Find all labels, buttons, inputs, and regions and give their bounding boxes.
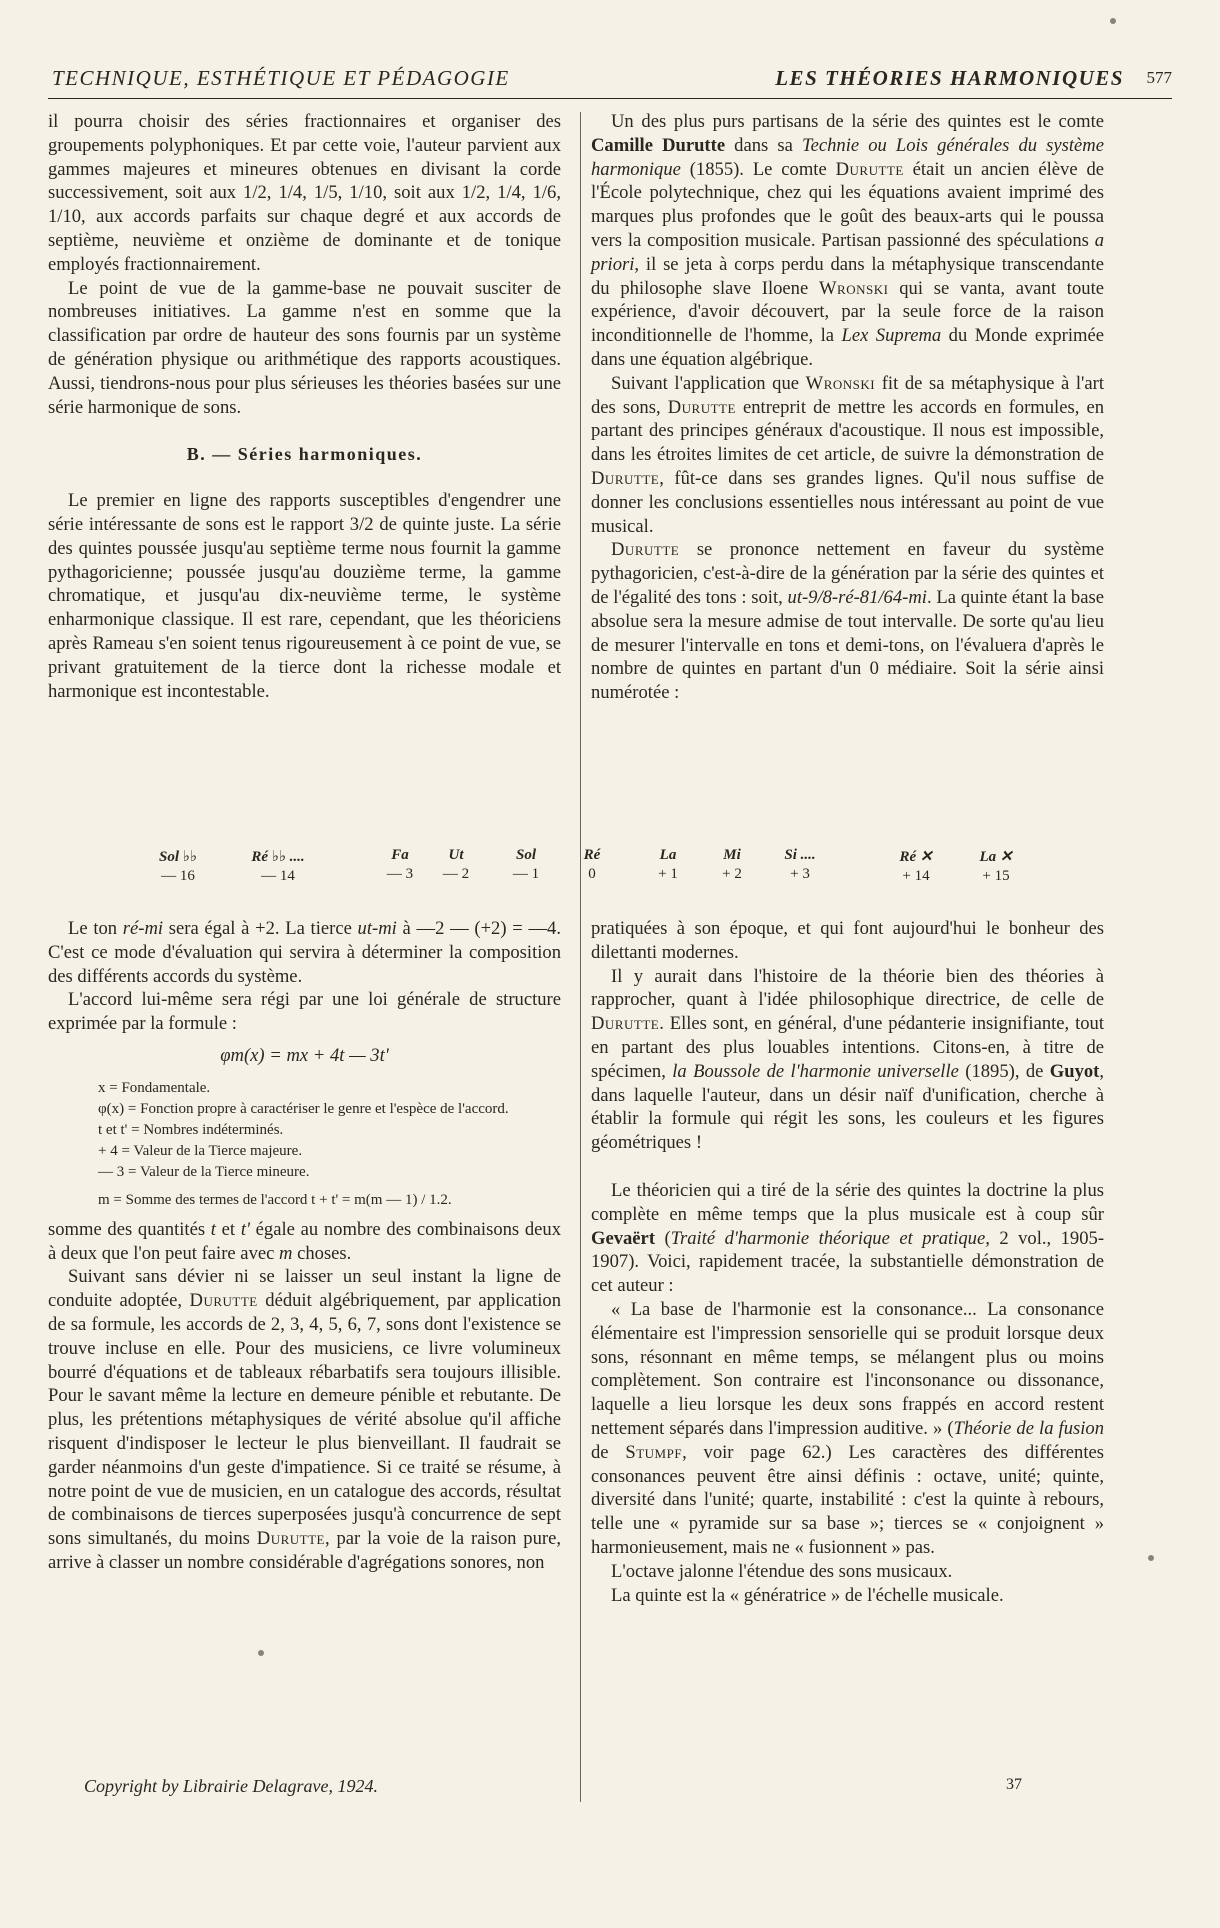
series-item: Ré ♭♭ .... — 14 xyxy=(251,849,305,884)
paragraph: Durutte se prononce nettement en faveur du système pythagoricien, c'est-à-dire de la génération par la série des quintes et de l'égalité des tons : soit, ut-9/8-ré-81/64-mi. La quinte étant la base absolue sera la mesure admise de tout intervalle. De sorte qu'au lieu de mesurer l'intervalle en tons et demi-tons, on l'évaluera d'après le nombre de quintes en partant d'un 0 médiaire. Soit la série ainsi numérotée : xyxy=(591,539,1104,704)
legend-line: t et t' = Nombres indéterminés. xyxy=(98,1121,284,1138)
structure-formula: φm(x) = mx + 4t — 3t' xyxy=(220,1044,389,1066)
page-number: 577 xyxy=(1146,68,1172,87)
paragraph: La quinte est la « génératrice » de l'échelle musicale. xyxy=(611,1584,1004,1606)
paragraph: Suivant sans dévier ni se laisser un seul instant la ligne de conduite adoptée, Durutte déduit algébriquement, par application de sa formule, les accords de 2, 3, 4, 5, 6, 7, sons dont l'existence se trouve incluse en elle. Pour des musiciens, ce livre volumineux bourré d'équations et de tableaux rébarbatifs sera toujours illisible. Pour le savant même la lecture en demeure pénible et rebutante. De plus, les prétentions métaphysiques de vérité absolue qu'il affiche risquent d'indisposer le lecteur le plus bienveillant. Il faudrait se garder néanmoins d'un geste d'impatience. Si ce traité se résume, à notre point de vue de musicien, en un catalogue des accords, résultat de combinaisons de tierces superposées jusqu'à concurrence de sept sons simultanés, du moins Durutte, par la voie de la raison pure, arrive à classer un nombre considérable d'agrégations sonores, non xyxy=(48,1266,561,1573)
print-speck xyxy=(258,1650,264,1656)
signature-number: 37 xyxy=(1006,1776,1022,1793)
paragraph: L'octave jalonne l'étendue des sons musicaux. xyxy=(611,1560,953,1582)
legend-line: φ(x) = Fonction propre à caractériser le genre et l'espèce de l'accord. xyxy=(98,1100,509,1117)
series-item: Ut — 2 xyxy=(442,847,470,882)
paragraph: Le ton ré-mi sera égal à +2. La tierce ut-mi à —2 — (+2) = —4. C'est ce mode d'évaluation qui servira à déterminer la composition des différents accords du système. xyxy=(48,918,561,987)
paragraph: somme des quantités t et t' égale au nombre des combinaisons deux à deux que l'on peut faire avec m choses. xyxy=(48,1218,562,1264)
section-heading: B. — Séries harmoniques. xyxy=(186,444,423,465)
paragraph: Le théoricien qui a tiré de la série des quintes la doctrine la plus complète en même temps que la plus musicale est à coup sûr Gevaërt (Traité d'harmonie théorique et pratique, 2 vol., 1905-1907). Voici, rapidement tracée, la substantielle démonstration de cet auteur : xyxy=(591,1179,1105,1297)
header-rule xyxy=(48,98,1172,99)
formula-legend xyxy=(98,1078,561,1210)
paragraph: « La base de l'harmonie est la consonance... La consonance élémentaire est l'impression sensorielle qui se produit lorsque deux sons, résonnant en même temps, se mélangent plus ou moins complètement. Son contraire est l'inconsonance ou dissonance, laquelle a lieu lorsque les deux sons frappés en accord restent nettement séparés dans l'impression auditive. » (Théorie de la fusion de Stumpf, voir page 62.) Les caractères des différentes consonances peuvent être ainsi définis : octave, unité; quinte, diversité dans l'unité; quarte, instabilité : c'est la quinte à rebours, telle une « pyramide sur sa base »; tierces se « conjoignent » harmonieusement, mais ne « fusionnent » pas. xyxy=(591,1298,1104,1558)
right-column-bottom xyxy=(591,917,1104,1607)
paragraph: L'accord lui-même sera régi par une loi générale de structure exprimée par la formule : xyxy=(48,989,561,1035)
series-item: La + 1 xyxy=(658,847,678,882)
copyright-line: Copyright by Librairie Delagrave, 1924. xyxy=(84,1776,378,1796)
paragraph: Le premier en ligne des rapports susceptibles d'engendrer une série intéressante de sons est le rapport 3/2 de quinte juste. La série des quintes poussée jusqu'au septième terme nous fournit la gamme pythagoricienne; poussée jusqu'au douzième terme, la gamme chromatique, et jusqu'au dix-neuvième terme, le système enharmonique classique. Il est rare, cependant, que les théoriciens après Rameau s'en soient tenus rigoureusement à ce point de vue, se privant gratuitement de la tierce dont la richesse modale et harmonique est incontestable. xyxy=(48,490,561,702)
legend-line: + 4 = Valeur de la Tierce majeure. xyxy=(98,1142,303,1159)
print-speck xyxy=(1110,18,1116,24)
paragraph: il pourra choisir des séries fractionnaires et organiser des groupements polyphoniques. Et par cette voie, l'auteur parvient aux gammes majeures et mineures obtenues en divisant la corde successivement, soit aux 1/2, 1/4, 1/5, 1/10, soit aux 1/2, 1/4, 1/6, 1/10, aux accords parfaits sur chaque degré et aux accords de septième, neuvième et onzième de dominante et de tonique employés fractionnairement. xyxy=(48,111,561,275)
legend-line: — 3 = Valeur de la Tierce mineure. xyxy=(98,1163,310,1180)
header-right-title: LES THÉORIES HARMONIQUES xyxy=(775,66,1124,90)
fifths-series xyxy=(48,847,1172,891)
series-item: Ré 0 xyxy=(583,847,601,882)
left-column-bottom xyxy=(48,917,561,1575)
left-column-top xyxy=(48,110,561,703)
paragraph: Il y aurait dans l'histoire de la théorie bien des théories à rapprocher, quant à l'idée philosophique directrice, de celle de Durutte. Elles sont, en général, d'une pédanterie insignifiante, tout en partant des plus louables intentions. Citons-en, à titre de spécimen, la Boussole de l'harmonie universelle (1895), de Guyot, dans laquelle l'auteur, dans un désir naïf d'unification, cherche à établir la formule qui régit les sons, les couleurs et les figures géométriques ! xyxy=(591,965,1105,1154)
series-item: Fa — 3 xyxy=(386,847,414,882)
series-item: Sol — 1 xyxy=(512,847,540,882)
series-item: La ✕ + 15 xyxy=(979,849,1013,884)
series-item: Mi + 2 xyxy=(722,847,742,882)
paragraph: Le point de vue de la gamme-base ne pouvait susciter de nombreuses initiatives. La gamme n'est en somme que la classification par ordre de hauteur des sons fournis par un système de génération physique ou arithmétique des rapports acoustiques. Aussi, tiendrons-nous pour plus sérieuses les théories basées sur une série harmonique de sons. xyxy=(48,277,561,418)
right-column-top xyxy=(591,110,1104,705)
series-item: Ré ✕ + 14 xyxy=(899,849,933,884)
paragraph: pratiquées à son époque, et qui font aujourd'hui le bonheur des dilettanti modernes. xyxy=(591,918,1104,963)
legend-line: x = Fondamentale. xyxy=(98,1079,211,1096)
person-name: Camille Durutte xyxy=(591,134,726,156)
header-left-title: TECHNIQUE, ESTHÉTIQUE ET PÉDAGOGIE xyxy=(52,66,510,90)
paragraph: Un des plus purs partisans de la série des quintes est le comte Camille Durutte dans sa Technie ou Lois générales du système harmonique (1855). Le comte Durutte était un ancien élève de l'École polytechnique, chez qui les équations avaient imprimé des marques plus profondes que le goût des beaux-arts qui le poussa vers la composition musicale. Partisan passionné des spéculations a priori, il se jeta à corps perdu dans la métaphysique transcendante du philosophe slave Iloene Wronski qui se vanta, avant toute expérience, d'avoir découvert, par la seule force de la raison inconditionnelle de l'homme, la Lex Suprema du Monde exprimée dans une équation algébrique. xyxy=(591,111,1104,370)
print-speck xyxy=(1148,1555,1154,1561)
paragraph: Suivant l'application que Wronski fit de sa métaphysique à l'art des sons, Durutte entreprit de mettre les accords en formules, en partant des principes généraux d'acoustique. Il nous est impossible, dans les étroites limites de cet article, de suivre la démonstration de Durutte, fût-ce dans ses grandes lignes. Qu'il nous suffise de donner les conclusions essentielles nous intéressant au point de vue musical. xyxy=(591,372,1105,537)
series-item: Si .... + 3 xyxy=(784,847,816,882)
running-header xyxy=(48,66,1172,100)
column-divider xyxy=(580,112,581,1802)
legend-line: m = Somme des termes de l'accord t + t' = m(m — 1) / 1.2. xyxy=(98,1191,452,1208)
book-title: Technie ou Lois générales du système harmonique xyxy=(591,134,1104,180)
series-item: Sol ♭♭ — 16 xyxy=(159,849,197,884)
